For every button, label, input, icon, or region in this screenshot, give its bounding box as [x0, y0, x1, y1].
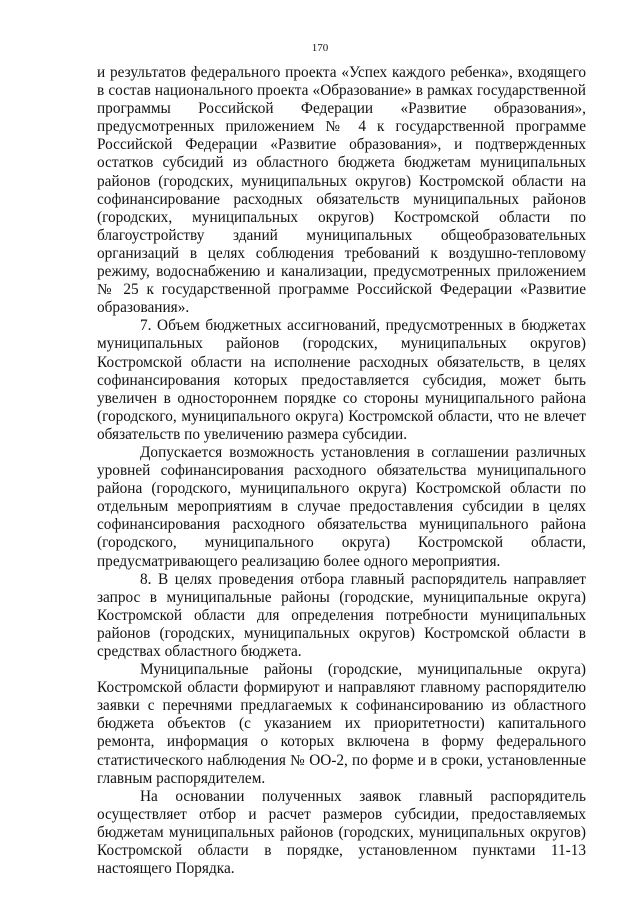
document-body: [97, 64, 586, 878]
paragraph-5: Муниципальные районы (городские, муниципальные округа) Костромской области формируют и направляют главному распорядителю заявки с перечнями предлагаемых к софинансированию из областного бюджета объектов (с указанием их приоритетности) капитального ремонта, информация о которых включена в форму федерального статистического наблюдения № ОО-2, по форме и в сроки, установленные главным распорядителем.: [97, 661, 586, 787]
paragraph-1: и результатов федерального проекта «Успех каждого ребенка», входящего в состав национального проекта «Образование» в рамках государственной программы Российской Федерации «Развитие образования», предусмотренных приложением № 4 к государственной программе Российской Федерации «Развитие образования», и подтвержденных остатков субсидий из областного бюджета бюджетам муниципальных районов (городских, муниципальных округов) Костромской области на софинансирование расходных обязательств муниципальных районов (городских, муниципальных округов) Костромской области по благоустройству зданий муниципальных общеобразовательных организаций в целях соблюдения требований к воздушно-тепловому режиму, водоснабжению и канализации, предусмотренных приложением № 25 к государственной программе Российской Федерации «Развитие образования».: [97, 64, 586, 317]
page-number: 170: [311, 42, 329, 54]
paragraph-3: Допускается возможность установления в соглашении различных уровней софинансирования расходного обязательства муниципального района (городского, муниципального округа) Костромской области по отдельным мероприятиям в случае предоставления субсидии в целях софинансирования расходного обязательства муниципального района (городского, муниципального округа) Костромской области, предусматривающего реализацию более одного мероприятия.: [97, 443, 586, 570]
paragraph-4: 8. В целях проведения отбора главный распорядитель направляет запрос в муниципальные районы (городские, муниципальные округа) Костромской области для определения потребности муниципальных районов (городских, муниципальных округов) Костромской области в средствах областного бюджета.: [97, 570, 586, 660]
paragraph-6: На основании полученных заявок главный распорядитель осуществляет отбор и расчет размеров субсидии, предоставляемых бюджетам муниципальных районов (городских, муниципальных округов) Костромской области в порядке, установленном пунктами 11-13 настоящего Порядка.: [97, 787, 586, 878]
paragraph-2: 7. Объем бюджетных ассигнований, предусмотренных в бюджетах муниципальных районов (городских, муниципальных округов) Костромской области на исполнение расходных обязательств, в целях софинансирования которых предоставляется субсидия, может быть увеличен в одностороннем порядке со стороны муниципального района (городского, муниципального округа) Костромской области, что не влечет обязательств по увеличению размера субсидии.: [97, 317, 586, 443]
